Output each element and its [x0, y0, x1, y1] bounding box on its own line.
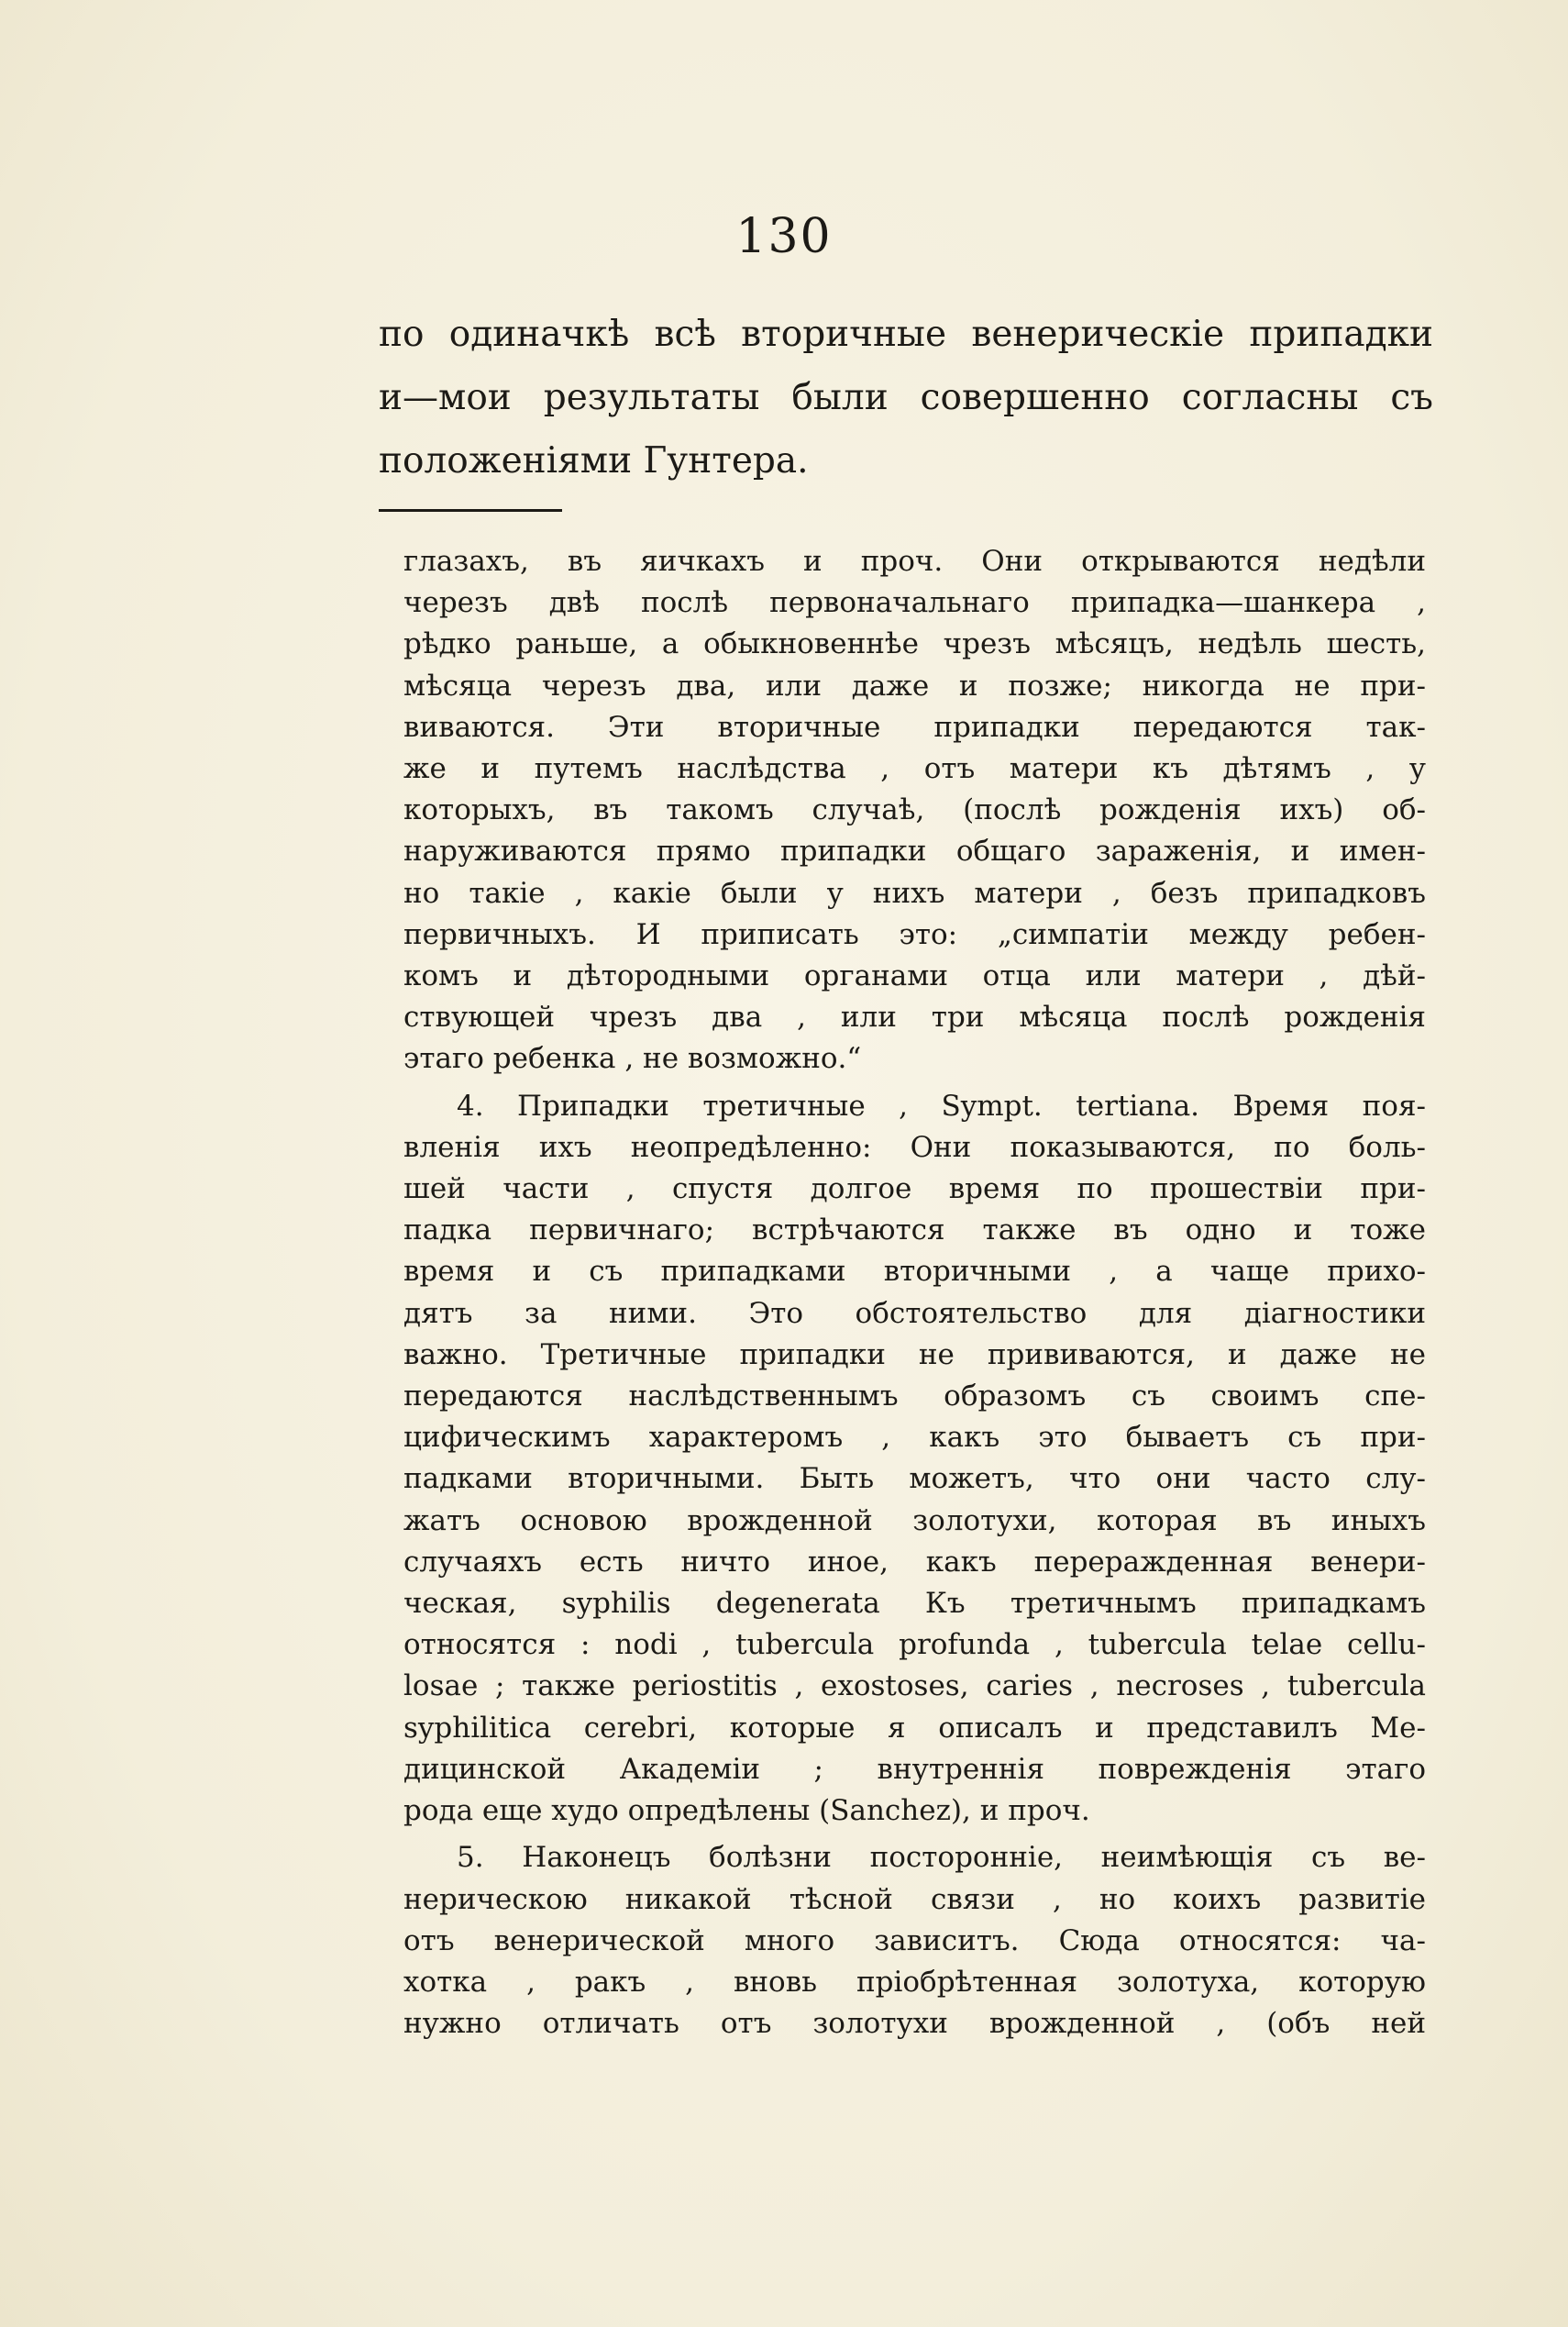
footnote-line: виваются. Эти вторичные припадки передаются так- — [403, 710, 1426, 744]
main-line: и—мои результаты были совершенно согласны съ — [379, 377, 1433, 418]
footnote-line: глазахъ, въ яичкахъ и проч. Они открываются недѣли — [403, 545, 1426, 578]
footnote-line: первичныхъ. И приписать это: „симпатіи между ребен- — [403, 917, 1426, 951]
footnote-line: комъ и дѣтородными органами отца или матери , дѣй- — [403, 959, 1426, 993]
footnote-line: ствующей чрезъ два , или три мѣсяца послѣ рожденія — [403, 1001, 1426, 1035]
footnote-line: этаго ребенка , не возможно.“ — [403, 1042, 862, 1076]
footnote-line: отъ венерической много зависитъ. Сюда относятся: ча- — [403, 1923, 1426, 1957]
footnote-line: ческая, syphilis degenerata Къ третичнымъ припадкамъ — [403, 1587, 1426, 1621]
footnote-line: losae ; также periostitis , exostoses, caries , necroses , tubercula — [403, 1669, 1426, 1703]
footnote-line: нерическою никакой тѣсной связи , но коихъ развитіе — [403, 1882, 1426, 1916]
footnote-line: которыхъ, въ такомъ случаѣ, (послѣ рожденія ихъ) об- — [403, 793, 1426, 827]
footnote-line: цифическимъ характеромъ , какъ это бываетъ съ при- — [403, 1421, 1426, 1455]
footnote-line: время и съ припадками вторичными , а чаще прихо- — [403, 1255, 1426, 1289]
footnote-line: передаются наслѣдственнымъ образомъ съ своимъ спе- — [403, 1380, 1426, 1413]
main-line: по одиначкѣ всѣ вторичные венерическіе припадки — [379, 314, 1433, 355]
footnote-line: 4. Припадки третичные , Sympt. tertiana. Время поя- — [457, 1089, 1426, 1123]
footnote-line: рѣдко раньше, а обыкновеннѣе чрезъ мѣсяцъ, недѣль шесть, — [403, 627, 1426, 661]
footnote-line: хотка , ракъ , вновь пріобрѣтенная золотуха, которую — [403, 1965, 1426, 1999]
main-paragraph — [379, 303, 1433, 493]
footnote-block — [403, 541, 1426, 2044]
footnote-line: 5. Наконецъ болѣзни посторонніе, неимѣющія съ ве- — [457, 1841, 1426, 1875]
footnote-line: случаяхъ есть ничто иное, какъ переражденная венери- — [403, 1545, 1426, 1579]
footnote-line: syphilitica cerebri, которые я описалъ и представилъ Ме- — [403, 1711, 1426, 1745]
footnote-line: относятся : nodi , tubercula profunda , tubercula telae cellu- — [403, 1628, 1426, 1662]
main-line: положеніями Гунтера. — [379, 440, 809, 482]
page-number: 130 — [735, 209, 833, 264]
footnote-line: нужно отличать отъ золотухи врожденной , (объ ней — [403, 2007, 1426, 2041]
footnote-line: наруживаются прямо припадки общаго зараженія, и имен- — [403, 835, 1426, 869]
footnote-line: важно. Третичные припадки не прививаются, и даже не — [403, 1337, 1426, 1371]
footnote-line: рода еще худо опредѣлены (Sanchez), и проч. — [403, 1794, 1090, 1828]
footnote-line: дятъ за ними. Это обстоятельство для діагностики — [403, 1296, 1426, 1330]
footnote-separator — [379, 509, 562, 512]
footnote-line: падками вторичными. Быть можетъ, что они часто слу- — [403, 1462, 1426, 1496]
footnote-line: но такіе , какіе были у нихъ матери , безъ припадковъ — [403, 876, 1426, 910]
footnote-line: жатъ основою врожденной золотухи, которая въ иныхъ — [403, 1503, 1426, 1537]
footnote-line: мѣсяца черезъ два, или даже и позже; никогда не при- — [403, 669, 1426, 703]
footnote-line: же и путемъ наслѣдства , отъ матери къ дѣтямъ , у — [403, 752, 1426, 786]
footnote-line: шей части , спустя долгое время по прошествіи при- — [403, 1172, 1426, 1206]
footnote-line: дицинской Академіи ; внутреннія поврежденія этаго — [403, 1752, 1426, 1786]
footnote-line: черезъ двѣ послѣ первоначальнаго припадка—шанкера , — [403, 586, 1426, 620]
footnote-line: вленія ихъ неопредѣленно: Они показываются, по боль- — [403, 1130, 1426, 1164]
footnote-line: падка первичнаго; встрѣчаются также въ одно и тоже — [403, 1213, 1426, 1247]
